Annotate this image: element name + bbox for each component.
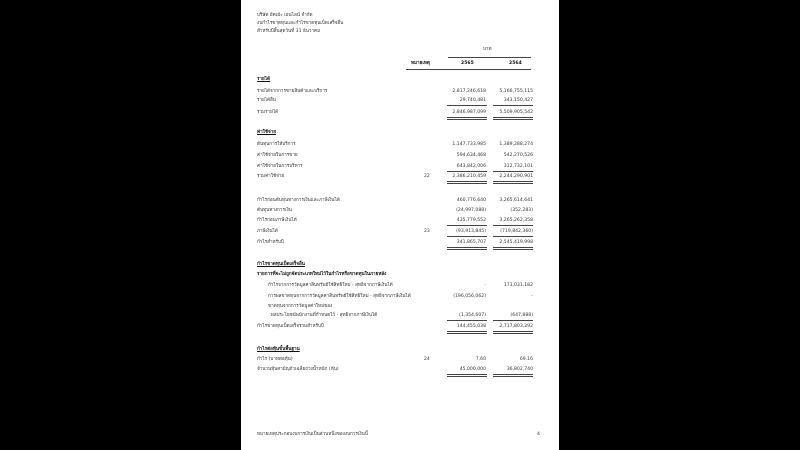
row-label: รายได้ <box>257 77 271 82</box>
subtotal-rule <box>493 236 533 237</box>
statement-period: สำหรับปีสิ้นสุดวันที่ 31 ธันวาคม <box>257 29 321 34</box>
row-label: ภาษีเงินได้ <box>257 229 278 234</box>
row-label: จำนวนหุ้นสามัญถัวเฉลี่ยถ่วงน้ำหนัก (หุ้น) <box>257 367 339 372</box>
row-value-2565: 341,865,707 <box>456 240 486 245</box>
total-double-rule <box>447 331 487 335</box>
total-double-rule <box>447 374 487 378</box>
subtotal-rule <box>447 105 487 106</box>
row-value-2565: (93,913,845) <box>456 229 486 234</box>
header-rule <box>406 69 531 70</box>
row-value-2564: 343,150,427 <box>503 98 533 103</box>
row-value-2564: 312,732,101 <box>503 164 533 169</box>
row-value-2564: (719,842,360) <box>500 229 533 234</box>
row-value-2564: 2,545,419,998 <box>499 240 533 245</box>
row-value-2564: 36,802,740 <box>506 367 533 372</box>
row-value-2564: 5,166,755,115 <box>499 89 533 94</box>
row-label: กำไร (บาทต่อหุ้น) <box>257 357 293 362</box>
row-label: กำไรจากการวัดมูลค่าสินทรัพย์ใช้สิทธิใหม่ - สุทธิจากภาษีเงินได้ <box>268 283 393 288</box>
row-value-2564: (352,283) <box>510 208 533 213</box>
row-label: รายการที่จะไม่ถูกจัดประเภทใหม่ไว้ในกำไรหรือขาดทุนในภายหลัง <box>257 272 387 277</box>
row-value-2564: 3,265,262,358 <box>499 218 533 223</box>
currency-rule <box>448 57 531 58</box>
row-value-2564: 2,717,803,292 <box>499 324 533 329</box>
row-value-2564: 3,265,614,641 <box>499 198 533 203</box>
row-label: ต้นทุนทางการเงิน <box>257 208 292 213</box>
row-value-2564: 5,509,905,542 <box>499 110 533 115</box>
row-value-2564: 173,031,182 <box>503 283 533 288</box>
row-value-2565: 594,634,468 <box>456 153 486 158</box>
subtotal-rule <box>493 320 533 321</box>
row-label: รายได้จากการขายสินค้าและบริการ <box>257 89 328 94</box>
row-value-2565: (196,056,062) <box>453 294 486 299</box>
row-note: 23 <box>424 229 430 234</box>
row-label: กำไรก่อนภาษีเงินได้ <box>257 218 297 223</box>
row-value-2565: 460,776,640 <box>456 198 486 203</box>
subtotal-rule <box>493 105 533 106</box>
row-value-2565: 29,740,481 <box>459 98 486 103</box>
row-label: การผลขาดทุนจากการวัดมูลค่าสินทรัพย์ใช้สิทธิใหม่ - สุทธิจากภาษีเงินได้ <box>268 294 411 299</box>
row-value-2565: 2,846,987,099 <box>452 110 486 115</box>
row-label: รายได้อื่น <box>257 98 276 103</box>
subtotal-rule <box>447 320 487 321</box>
row-value-2564: 2,244,290,901 <box>499 174 533 179</box>
subtotal-rule <box>493 225 533 226</box>
company-name: บริษัท ยัคเม้ะ เอนไลน์ จำกัด <box>257 13 313 18</box>
row-label: ค่าใช้จ่ายในการบริหาร <box>257 164 303 169</box>
row-value-2565: 435,779,552 <box>456 218 486 223</box>
row-value-2565: - <box>484 283 486 288</box>
row-note: 22 <box>424 174 430 179</box>
currency-label: บาท <box>483 47 492 52</box>
row-value-2564: 69.16 <box>519 357 533 362</box>
row-value-2565: 1,147,733,985 <box>452 142 486 147</box>
total-double-rule <box>447 247 487 251</box>
subtotal-rule <box>447 225 487 226</box>
row-label: ค่าใช้จ่ายในการขาย <box>257 153 298 158</box>
document-page <box>241 0 559 450</box>
row-value-2564: - <box>531 294 533 299</box>
row-value-2565: 2,817,246,618 <box>452 89 486 94</box>
row-label: ขาดทุนจากการวัดมูลค่าใหม่ของ <box>268 304 333 309</box>
total-double-rule <box>493 331 533 335</box>
page-number: 4 <box>537 432 540 437</box>
subtotal-rule <box>447 171 487 172</box>
total-double-rule <box>493 181 533 185</box>
row-label: กำไรขาดทุนเบ็ดเสร็จรวมสำหรับปี <box>257 324 324 329</box>
row-label: กำไรต่อหุ้นขั้นพื้นฐาน <box>257 347 300 352</box>
year-2564-header: 2564 <box>509 61 522 66</box>
row-label: รวมรายได้ <box>257 110 279 115</box>
row-value-2565: 45,000,000 <box>459 367 486 372</box>
row-value-2564: (647,888) <box>510 313 533 318</box>
row-value-2565: 643,842,006 <box>456 164 486 169</box>
row-value-2565: 7.60 <box>475 357 486 362</box>
row-value-2565: (1,354,607) <box>459 313 486 318</box>
row-value-2565: (24,997,088) <box>456 208 486 213</box>
total-double-rule <box>447 181 487 185</box>
row-note: 24 <box>424 357 430 362</box>
row-label: กำไรสำหรับปี <box>257 240 284 245</box>
total-double-rule <box>493 247 533 251</box>
row-label: ต้นทุนการให้บริการ <box>257 142 296 147</box>
row-label: รวมค่าใช้จ่าย <box>257 174 285 179</box>
row-value-2565: 144,455,038 <box>456 324 486 329</box>
total-double-rule <box>493 374 533 378</box>
subtotal-rule <box>447 236 487 237</box>
total-double-rule <box>493 117 533 121</box>
year-2565-header: 2565 <box>461 61 474 66</box>
subtotal-rule <box>493 171 533 172</box>
row-label: กำไรขาดทุนเบ็ดเสร็จอื่น <box>257 262 305 267</box>
row-label: ผลประโยชน์พนักงานที่กำหนดไว้ - สุทธิจากภาษีเงินได้ <box>271 313 378 318</box>
row-label: กำไรก่อนต้นทุนทางการเงินและภาษีเงินได้ <box>257 198 340 203</box>
note-column-header: หมายเหตุ <box>411 61 430 66</box>
footer-note: หมายเหตุประกอบงบการเงินเป็นส่วนหนึ่งของงบการเงินนี้ <box>257 432 368 437</box>
statement-title: งบกำไรขาดทุนและกำไรขาดทุนเบ็ดเสร็จอื่น <box>257 21 344 26</box>
row-value-2564: 1,389,288,274 <box>499 142 533 147</box>
row-value-2564: 542,270,526 <box>503 153 533 158</box>
row-label: ค่าใช้จ่าย <box>257 130 276 135</box>
total-double-rule <box>447 117 487 121</box>
row-value-2565: 2,386,210,459 <box>452 174 486 179</box>
